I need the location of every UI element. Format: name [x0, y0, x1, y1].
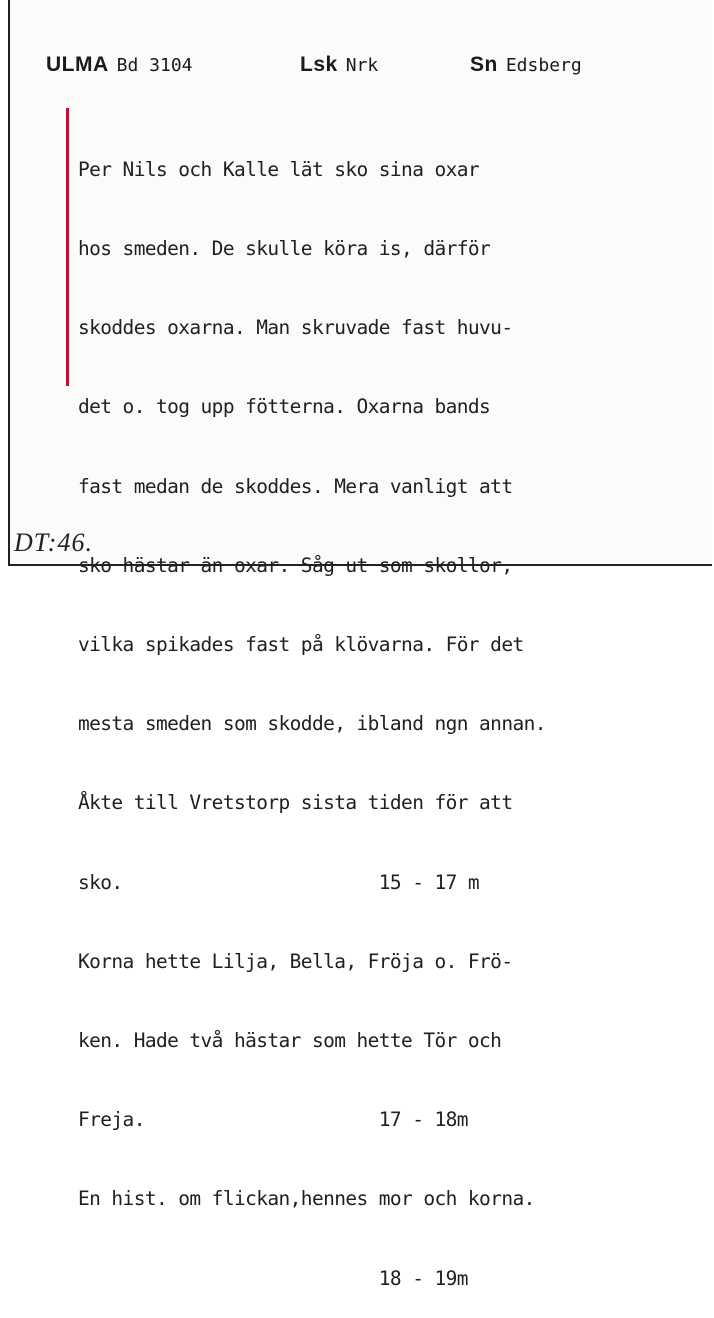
- text-line: fast medan de skoddes. Mera vanligt att: [78, 474, 513, 498]
- text-line: 18 - 19m: [78, 1266, 468, 1290]
- text-line: sko. 15 - 17 m: [78, 870, 480, 894]
- text-line: Korna hette Lilja, Bella, Fröja o. Frö-: [78, 949, 513, 973]
- red-margin-line: [66, 108, 69, 386]
- lsk-label: Lsk: [300, 53, 338, 76]
- text-line: Åkte till Vretstorp sista tiden för att: [78, 791, 513, 815]
- text-line: mesta smeden som skodde, ibland ngn annan.: [78, 712, 546, 736]
- bleed-through-text: [50, 6, 702, 46]
- sn-field: [470, 52, 582, 77]
- text-line: sko hästar än oxar. Såg ut som skollor,: [78, 553, 513, 577]
- text-line: Per Nils och Kalle lät sko sina oxar: [78, 157, 480, 181]
- record-text: [78, 104, 546, 1318]
- sn-label: Sn: [470, 53, 498, 76]
- text-line: vilka spikades fast på klövarna. För det: [78, 633, 524, 657]
- ulma-value: Bd 3104: [116, 55, 193, 76]
- text-line: ken. Hade två hästar som hette Tör och: [78, 1029, 502, 1053]
- text-line: skoddes oxarna. Man skruvade fast huvu-: [78, 316, 513, 340]
- text-line: Freja. 17 - 18m: [78, 1108, 468, 1132]
- sn-value: Edsberg: [505, 55, 582, 76]
- text-line: det o. tog upp fötterna. Oxarna bands: [78, 395, 491, 419]
- ulma-label: ULMA: [46, 53, 109, 76]
- lsk-value: Nrk: [345, 55, 379, 76]
- ulma-field: [46, 52, 193, 77]
- handwritten-note: DT:46.: [14, 528, 93, 557]
- text-line: hos smeden. De skulle köra is, därför: [78, 237, 491, 261]
- lsk-field: [300, 52, 378, 77]
- text-line: En hist. om flickan,hennes mor och korna.: [78, 1187, 535, 1211]
